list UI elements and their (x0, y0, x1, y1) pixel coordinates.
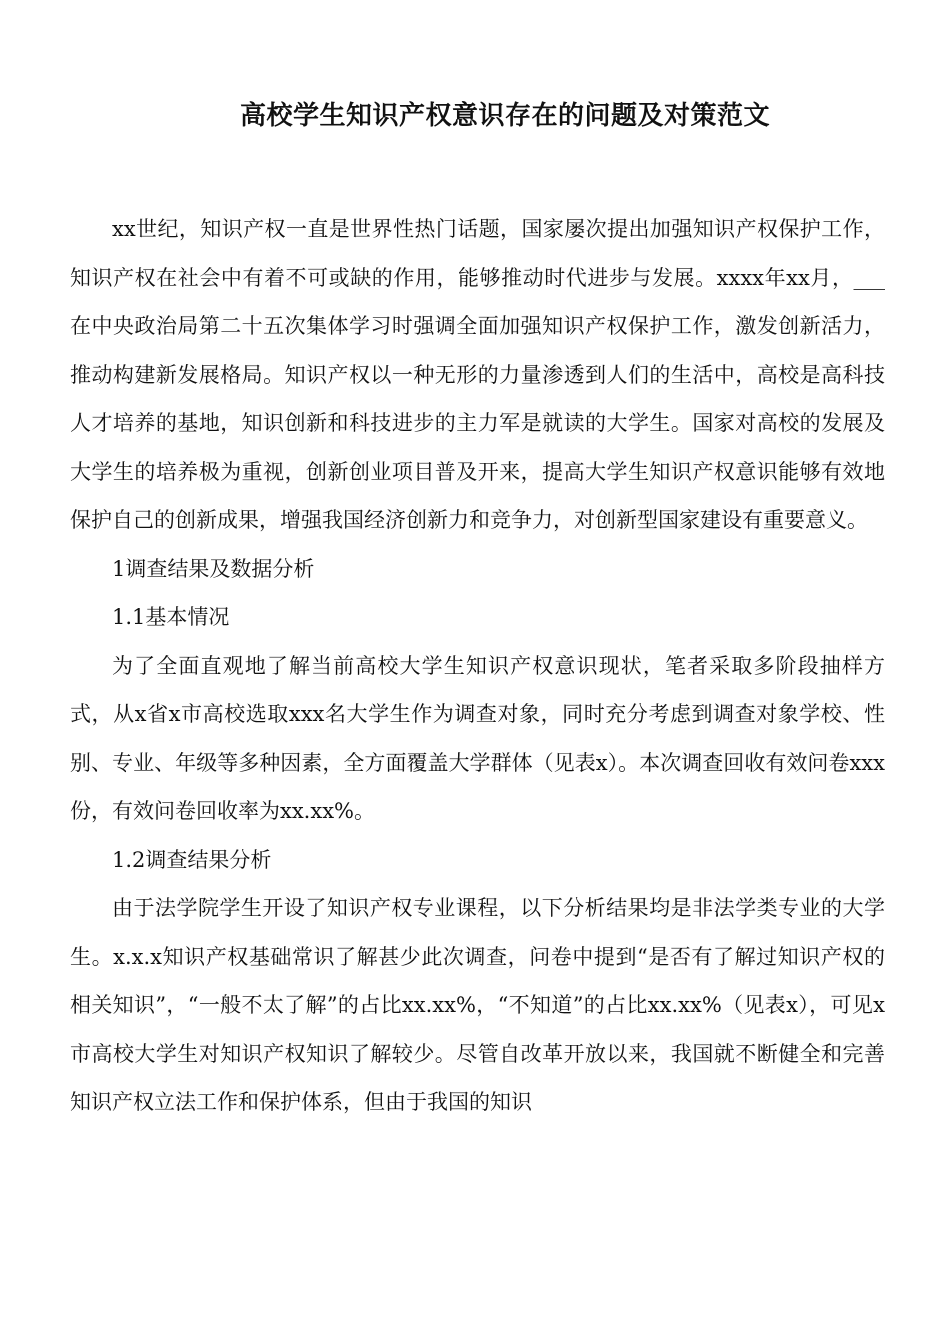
intro-paragraph: xx世纪，知识产权一直是世界性热门话题，国家屡次提出加强知识产权保护工作，知识产权在社会中有着不可或缺的作用，能够推动时代进步与发展。xxxx年xx月，___在中央政治局第二十五次集体学习时强调全面加强知识产权保护工作，激发创新活力，推动构建新发展格局。知识产权以一种无形的力量渗透到人们的生活中，高校是高科技人才培养的基地，知识创新和科技进步的主力军是就读的大学生。国家对高校的发展及大学生的培养极为重视，创新创业项目普及开来，提高大学生知识产权意识能够有效地保护自己的创新成果，增强我国经济创新力和竞争力，对创新型国家建设有重要意义。 (70, 217, 885, 532)
basic-situation-paragraph: 为了全面直观地了解当前高校大学生知识产权意识现状，笔者采取多阶段抽样方式，从x省x市高校选取xxx名大学生作为调查对象，同时充分考虑到调查对象学校、性别、专业、年级等多种因素，全方面覆盖大学群体（见表x）。本次调查回收有效问卷xxx份，有效问卷回收率为xx.xx%。 (70, 653, 885, 823)
section-heading-1-2: 1.2调查结果分析 (112, 847, 272, 872)
document-title: 高校学生知识产权意识存在的问题及对策范文 (239, 101, 770, 131)
section-heading-1: 1调查结果及数据分析 (112, 556, 315, 581)
document-body (70, 205, 885, 1127)
analysis-paragraph: 由于法学院学生开设了知识产权专业课程，以下分析结果均是非法学类专业的大学生。x.x.x知识产权基础常识了解甚少此次调查，问卷中提到“是否有了解过知识产权的相关知识”，“一般不太了解”的占比xx.xx%，“不知道”的占比xx.xx%（见表x），可见x市高校大学生对知识产权知识了解较少。尽管自改革开放以来，我国就不断健全和完善知识产权立法工作和保护体系，但由于我国的知识 (70, 896, 885, 1114)
section-heading-1-1: 1.1基本情况 (112, 605, 230, 629)
